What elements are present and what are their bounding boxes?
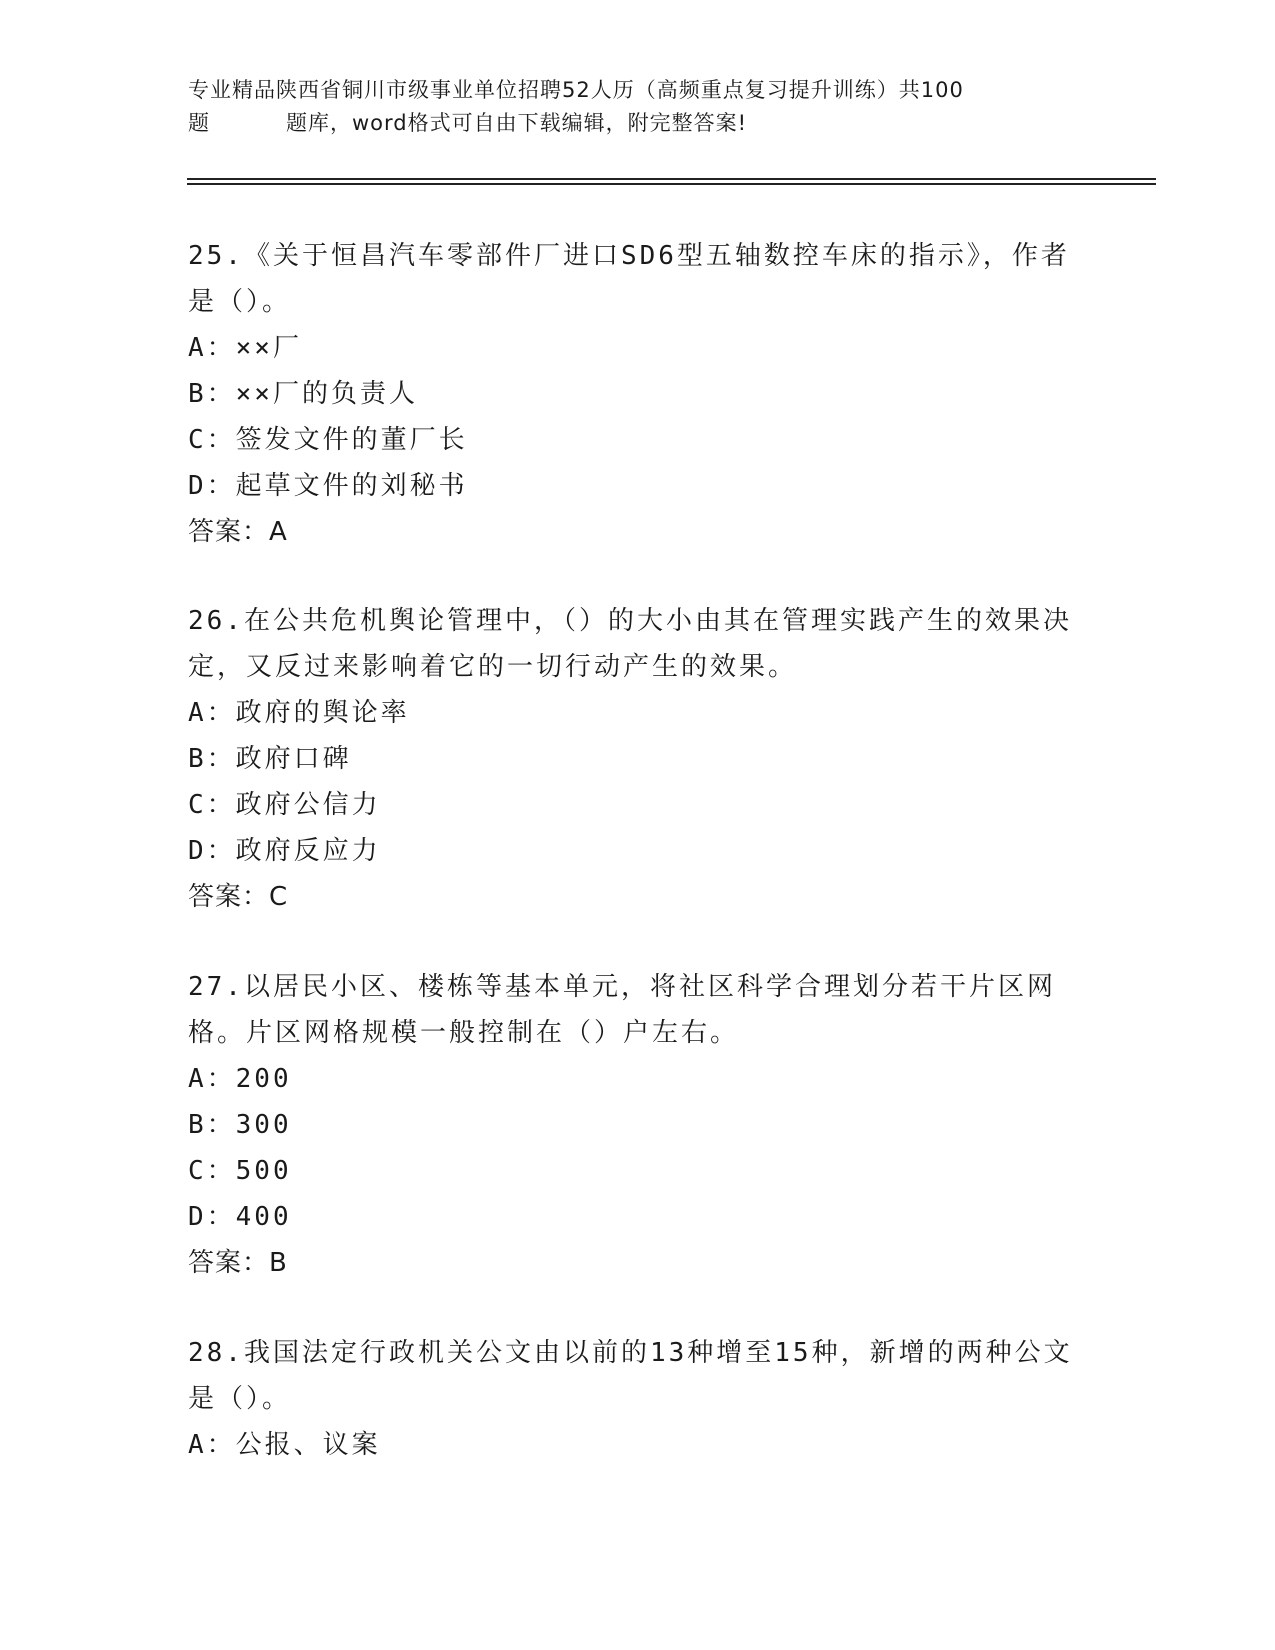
option-a: A：××厂 [188,333,302,363]
header-divider-top [187,178,1156,180]
answer: 答案：C [188,882,289,912]
answer: 答案：A [188,517,288,547]
question-stem: 26.在公共危机舆论管理中，（）的大小由其在管理实践产生的效果决定，又反过来影响着它的一切行动产生的效果。 [188,606,1072,682]
option-c: C：政府公信力 [188,790,381,820]
answer: 答案：B [188,1248,288,1278]
question-28 [188,1330,1088,1468]
question-stem: 25.《关于恒昌汽车零部件厂进口SD6型五轴数控车床的指示》，作者是（）。 [188,241,1070,317]
question-25 [188,233,1088,555]
option-d: D：政府反应力 [188,836,381,866]
option-c: C：签发文件的董厂长 [188,425,468,455]
option-a: A：200 [188,1064,292,1094]
question-26 [188,598,1088,920]
question-stem: 28.我国法定行政机关公文由以前的13种增至15种，新增的两种公文是（）。 [188,1338,1073,1414]
document-header [188,74,1068,140]
header-line-2 [188,107,1068,140]
option-a: A：政府的舆论率 [188,698,410,728]
option-b: B：政府口碑 [188,744,352,774]
header-divider-bottom [187,183,1156,185]
option-b: B：××厂的负责人 [188,379,418,409]
option-b: B：300 [188,1110,292,1140]
question-27 [188,964,1088,1286]
header-line-2-right: 题库，word格式可自由下载编辑，附完整答案! [286,111,748,135]
option-a: A：公报、议案 [188,1430,381,1460]
question-stem: 27.以居民小区、楼栋等基本单元，将社区科学合理划分若干片区网格。片区网格规模一般控制在（）户左右。 [188,972,1056,1048]
header-line-2-left: 题 [188,111,210,135]
header-line-1: 专业精品陕西省铜川市级事业单位招聘52人历（高频重点复习提升训练）共100 [188,78,964,102]
option-c: C：500 [188,1156,292,1186]
option-d: D：起草文件的刘秘书 [188,471,468,501]
option-d: D：400 [188,1202,292,1232]
